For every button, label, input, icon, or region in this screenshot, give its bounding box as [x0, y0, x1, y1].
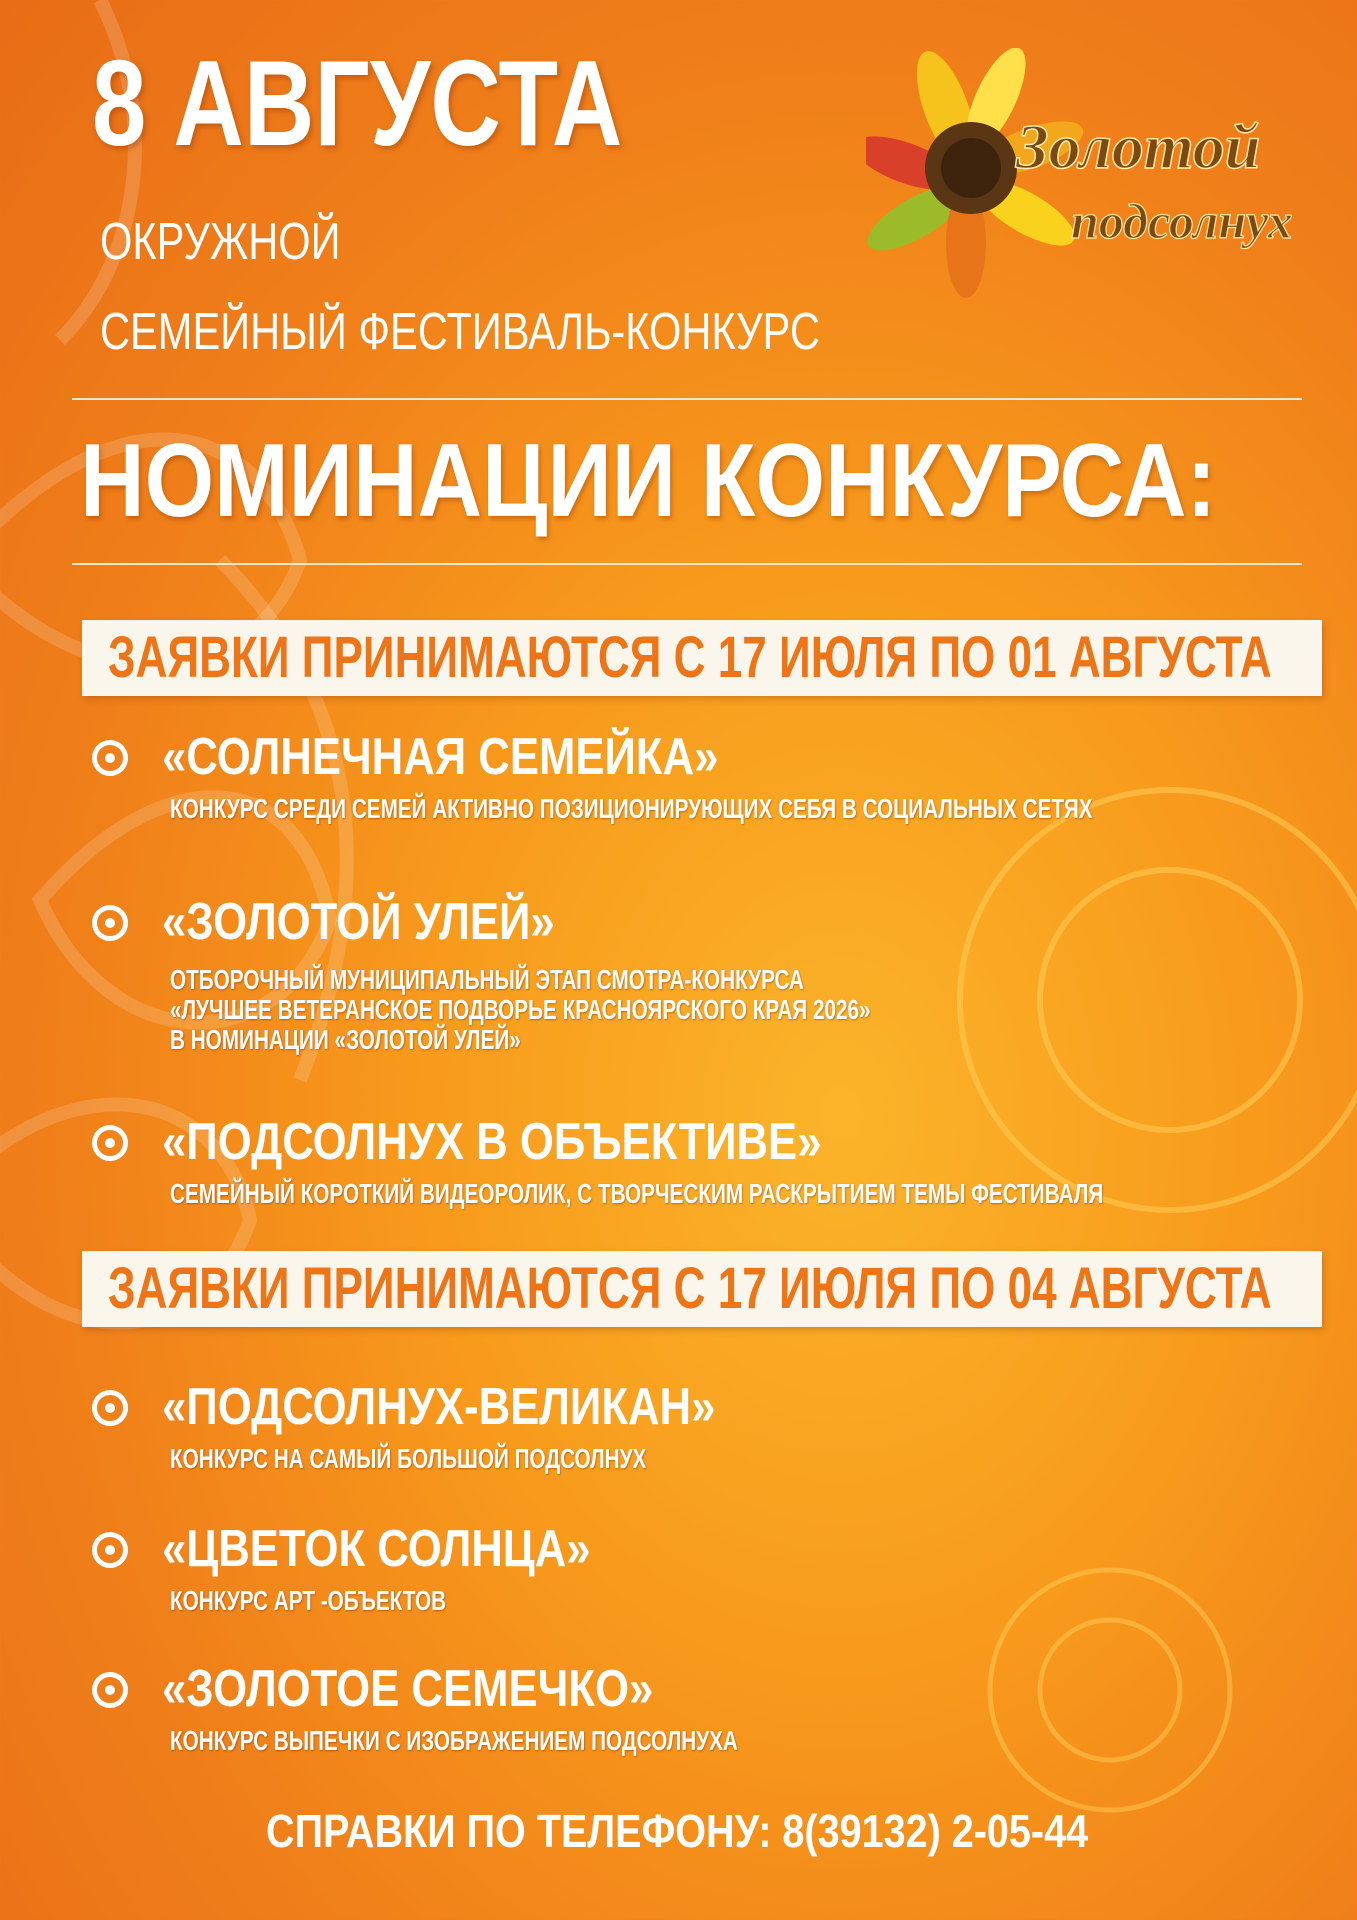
- nomination-description: КОНКУРС СРЕДИ СЕМЕЙ АКТИВНО ПОЗИЦИОНИРУЮЩИХ СЕБЯ В СОЦИАЛЬНЫХ СЕТЯХ: [170, 793, 1093, 824]
- nomination-title: «ЦВЕТОК СОЛНЦА»: [162, 1520, 591, 1578]
- logo-line-1: Золотой: [1016, 111, 1261, 182]
- nomination-description: СЕМЕЙНЫЙ КОРОТКИЙ ВИДЕОРОЛИК, С ТВОРЧЕСКИМ РАСКРЫТИЕМ ТЕМЫ ФЕСТИВАЛЯ: [170, 1178, 1104, 1209]
- nomination-title: «ЗОЛОТОЙ УЛЕЙ»: [162, 893, 555, 951]
- contact-phone-text: СПРАВКИ ПО ТЕЛЕФОНУ: 8(39132) 2-05-44: [266, 1805, 1089, 1857]
- deadline-text-1: ЗАЯВКИ ПРИНИМАЮТСЯ С 17 ИЮЛЯ ПО 01 АВГУСТА: [108, 625, 1272, 690]
- festival-logo: [866, 48, 1326, 308]
- subtitle-line-2-text: СЕМЕЙНЫЙ ФЕСТИВАЛЬ-КОНКУРС: [100, 303, 820, 361]
- deadline-banner-1: [82, 620, 1322, 696]
- subtitle-line-1: [100, 214, 401, 270]
- nomination-description: КОНКУРС ВЫПЕЧКИ С ИЗОБРАЖЕНИЕМ ПОДСОЛНУХА: [170, 1725, 738, 1756]
- subtitle-line-1-text: ОКРУЖНОЙ: [100, 213, 341, 271]
- bullet-icon: [92, 905, 128, 941]
- nomination-title: «ПОДСОЛНУХ В ОБЪЕКТИВЕ»: [162, 1113, 822, 1171]
- nomination-title: «ПОДСОЛНУХ-ВЕЛИКАН»: [162, 1378, 716, 1436]
- nominations-heading: [80, 423, 1357, 539]
- bullet-icon: [92, 1390, 128, 1426]
- nomination-description: «ЛУЧШЕЕ ВЕТЕРАНСКОЕ ПОДВОРЬЕ КРАСНОЯРСКОГО КРАЯ 2026»: [170, 994, 871, 1025]
- nomination-description: ОТБОРОЧНЫЙ МУНИЦИПАЛЬНЫЙ ЭТАП СМОТРА-КОНКУРСА: [170, 964, 804, 995]
- nomination-title: «СОЛНЕЧНАЯ СЕМЕЙКА»: [162, 728, 719, 786]
- deadline-banner-2: [82, 1251, 1322, 1327]
- deadline-text-2: ЗАЯВКИ ПРИНИМАЮТСЯ С 17 ИЮЛЯ ПО 04 АВГУСТА: [108, 1256, 1272, 1321]
- nomination-description: В НОМИНАЦИИ «ЗОЛОТОЙ УЛЕЙ»: [170, 1024, 521, 1055]
- subtitle-line-2: [100, 304, 1000, 360]
- event-date: [92, 35, 755, 171]
- nomination-title: «ЗОЛОТОЕ СЕМЕЧКО»: [162, 1660, 654, 1718]
- bullet-icon: [92, 740, 128, 776]
- nomination-description: КОНКУРС НА САМЫЙ БОЛЬШОЙ ПОДСОЛНУХ: [170, 1443, 647, 1474]
- logo-line-2: подсолнух: [1071, 193, 1293, 249]
- contact-phone: [266, 1805, 1222, 1857]
- event-date-text: 8 АВГУСТА: [92, 35, 623, 171]
- nomination-description: КОНКУРС АРТ -ОБЪЕКТОВ: [170, 1585, 447, 1616]
- sunflower-outline-small: [990, 1570, 1230, 1810]
- nominations-heading-text: НОМИНАЦИИ КОНКУРСА:: [80, 423, 1217, 539]
- bullet-icon: [92, 1672, 128, 1708]
- divider-bottom: [72, 563, 1302, 565]
- bullet-icon: [92, 1532, 128, 1568]
- divider-top: [72, 398, 1302, 400]
- bullet-icon: [92, 1125, 128, 1161]
